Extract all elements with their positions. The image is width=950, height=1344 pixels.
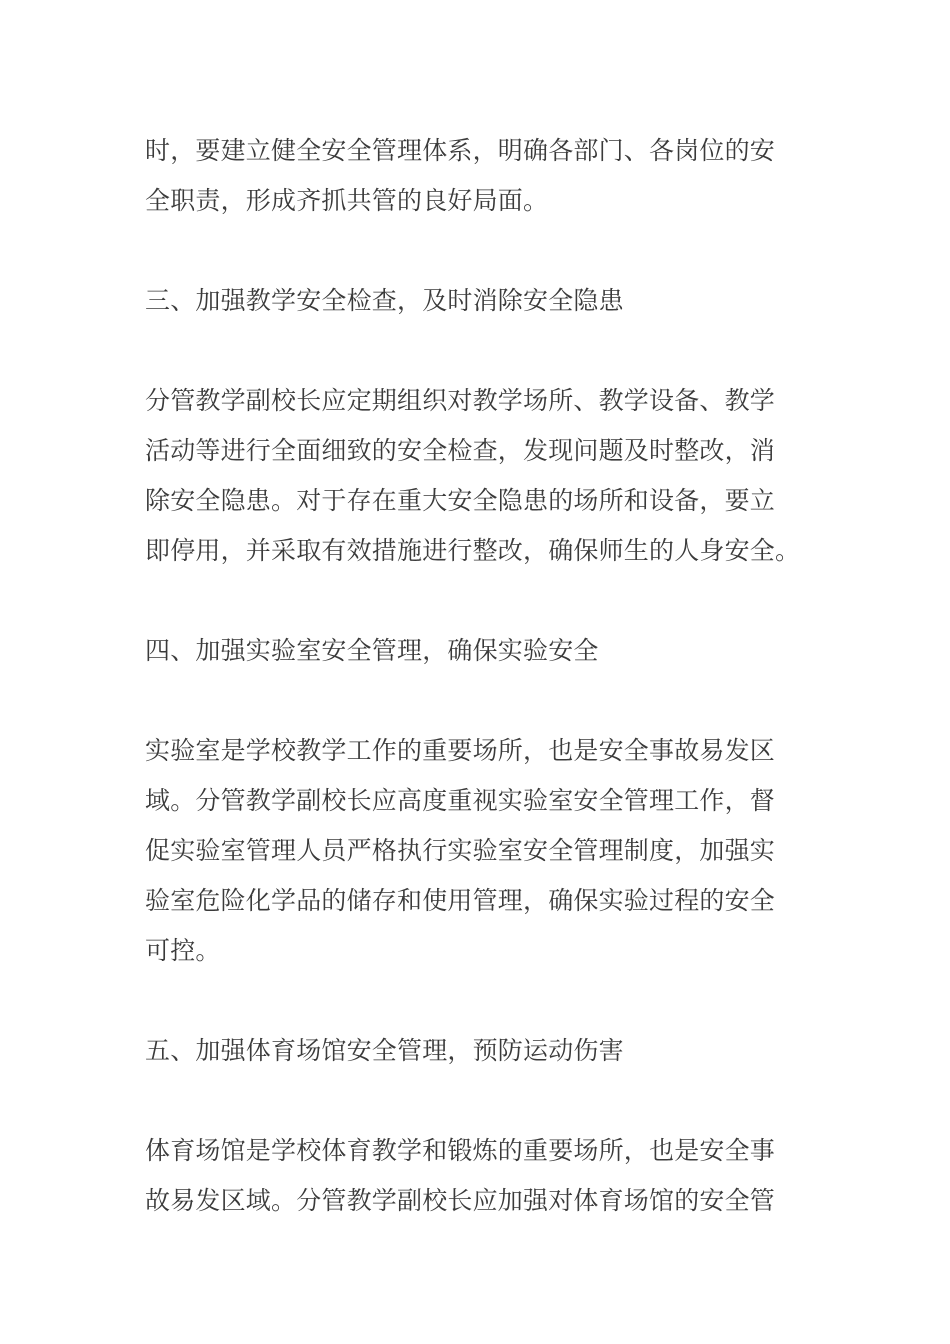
paragraph-safety-system — [145, 126, 795, 226]
text-line: 域。分管教学副校长应高度重视实验室安全管理工作，督 — [145, 786, 776, 815]
text-line: 验室危险化学品的储存和使用管理，确保实验过程的安全 — [145, 886, 776, 915]
section-heading-4 — [145, 626, 795, 676]
heading-text: 三、加强教学安全检查，及时消除安全隐患 — [145, 286, 624, 315]
text-line: 实验室是学校教学工作的重要场所，也是安全事故易发区 — [145, 736, 776, 765]
text-line: 体育场馆是学校体育教学和锻炼的重要场所，也是安全事 — [145, 1136, 776, 1165]
text-line: 故易发区域。分管教学副校长应加强对体育场馆的安全管 — [145, 1186, 776, 1215]
text-line: 除安全隐患。对于存在重大安全隐患的场所和设备，要立 — [145, 486, 776, 515]
text-line: 即停用，并采取有效措施进行整改，确保师生的人身安全。 — [145, 536, 801, 565]
paragraph-teaching-inspection — [145, 376, 801, 576]
paragraph-sports-venue — [145, 1126, 795, 1226]
text-line: 时，要建立健全安全管理体系，明确各部门、各岗位的安 — [145, 136, 776, 165]
section-heading-5 — [145, 1026, 795, 1076]
text-line: 促实验室管理人员严格执行实验室安全管理制度，加强实 — [145, 836, 776, 865]
text-line: 可控。 — [145, 936, 221, 965]
document-page — [145, 126, 801, 1226]
section-heading-3 — [145, 276, 795, 326]
text-line: 分管教学副校长应定期组织对教学场所、教学设备、教学 — [145, 386, 776, 415]
paragraph-laboratory — [145, 726, 795, 976]
text-line: 活动等进行全面细致的安全检查，发现问题及时整改，消 — [145, 436, 776, 465]
text-line: 全职责，形成齐抓共管的良好局面。 — [145, 186, 549, 215]
heading-text: 五、加强体育场馆安全管理，预防运动伤害 — [145, 1036, 624, 1065]
heading-text: 四、加强实验室安全管理，确保实验安全 — [145, 636, 599, 665]
